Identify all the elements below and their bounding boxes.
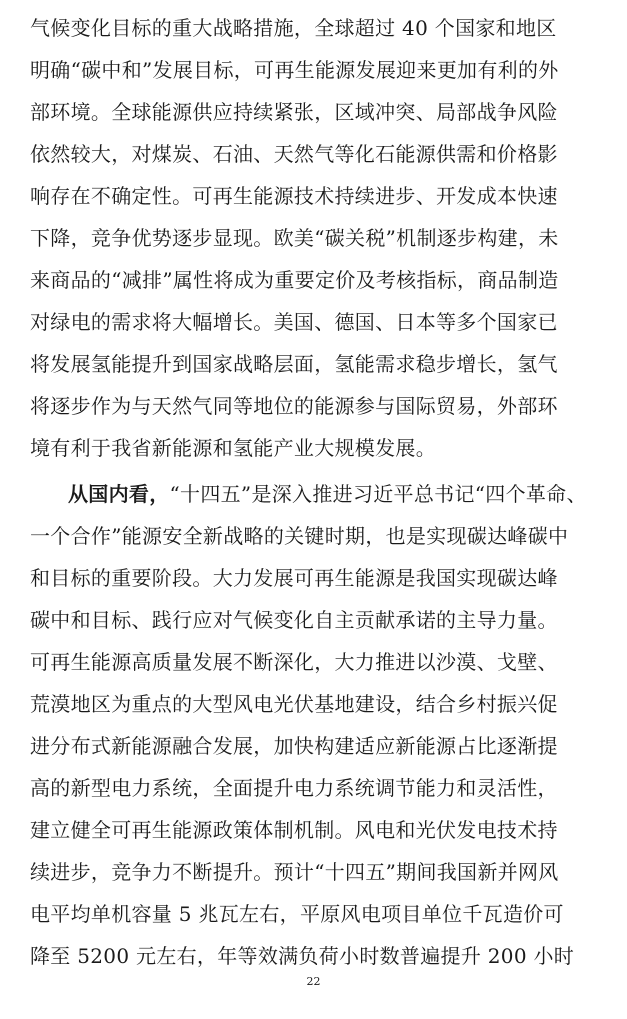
text-line: 荒漠地区为重点的大型风电光伏基地建设，结合乡村振兴促	[30, 692, 558, 716]
text-line: 进分布式新能源融合发展，加快构建适应新能源占比逐渐提	[30, 734, 558, 758]
page-number: 22	[306, 975, 321, 988]
paragraph-first-line-text: “十四五”是深入推进习近平总书记“四个革命、	[169, 482, 587, 506]
text-line: 建立健全可再生能源政策体制机制。风电和光伏发电技术持	[30, 818, 558, 842]
text-line: 将发展氢能提升到国家战略层面，氢能需求稳步增长，氢气	[30, 352, 558, 376]
text-line: 可再生能源高质量发展不断深化，大力推进以沙漠、戈壁、	[30, 650, 558, 674]
text-line: 电平均单机容量 5 兆瓦左右，平原风电项目单位千瓦造价可	[30, 902, 564, 926]
text-line: 高的新型电力系统，全面提升电力系统调节能力和灵活性，	[30, 776, 558, 800]
paragraph-first-line	[68, 474, 612, 514]
text-line: 气候变化目标的重大战略措施，全球超过 40 个国家和地区	[30, 16, 557, 40]
text-line: 响存在不确定性。可再生能源技术持续进步、开发成本快速	[30, 184, 558, 208]
text-line: 依然较大，对煤炭、石油、天然气等化石能源供需和价格影	[30, 142, 558, 166]
text-line: 降至 5200 元左右，年等效满负荷小时数普遍提升 200 小时	[30, 944, 575, 968]
text-line: 部环境。全球能源供应持续紧张，区域冲突、局部战争风险	[30, 100, 558, 124]
paragraph-lead-heading: 从国内看，	[68, 482, 170, 506]
text-line: 碳中和目标、践行应对气候变化自主贡献承诺的主导力量。	[30, 608, 558, 632]
text-line: 来商品的“减排”属性将成为重要定价及考核指标，商品制造	[30, 268, 559, 292]
text-line: 明确“碳中和”发展目标，可再生能源发展迎来更加有利的外	[30, 58, 559, 82]
text-line: 境有利于我省新能源和氢能产业大规模发展。	[30, 436, 436, 460]
text-line: 和目标的重要阶段。大力发展可再生能源是我国实现碳达峰	[30, 566, 558, 590]
text-line: 续进步，竞争力不断提升。预计“十四五”期间我国新并网风	[30, 860, 559, 884]
text-line: 一个合作”能源安全新战略的关键时期，也是实现碳达峰碳中	[30, 524, 569, 548]
text-line: 将逐步作为与天然气同等地位的能源参与国际贸易，外部环	[30, 394, 558, 418]
text-line: 下降，竞争优势逐步显现。欧美“碳关税”机制逐步构建，未	[30, 226, 559, 250]
text-line: 对绿电的需求将大幅增长。美国、德国、日本等多个国家已	[30, 310, 558, 334]
